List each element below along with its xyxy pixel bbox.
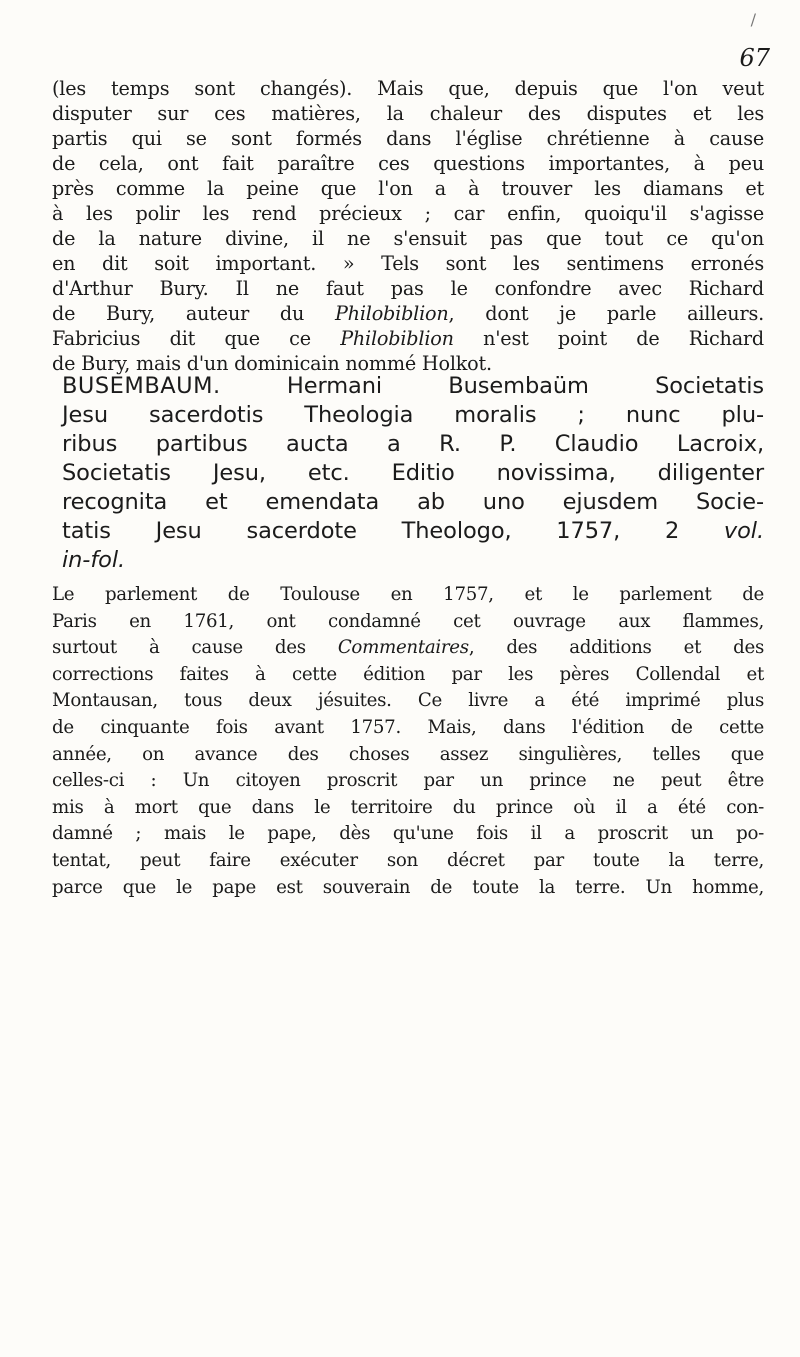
text-line: celles-ci : Un citoyen proscrit par un prince ne peut être [52,770,764,792]
text-line: Jesu sacerdotis Theologia moralis ; nunc plu- [62,402,764,428]
emphasized-term: Commentaires [337,637,469,659]
text-line: de cinquante fois avant 1757. Mais, dans l'édition de cette [52,716,764,738]
text-line: de la nature divine, il ne s'ensuit pas que tout ce qu'on [52,227,764,250]
volume-abbrev: vol. [723,518,764,544]
text-line: mis à mort que dans le territoire du prince où il a été con- [52,796,764,818]
text-line: de cela, ont fait paraître ces questions importantes, à peu [52,152,764,175]
text-line: corrections faites à cette édition par les pères Collendal et [52,663,764,685]
corner-mark: / [750,10,756,29]
text-line: parce que le pape est souverain de toute la terre. Un homme, [52,876,764,898]
text-line: Le parlement de Toulouse en 1757, et le parlement de [52,584,764,605]
emphasized-term: BUSEMBAUM. [62,373,221,399]
text-line: près comme la peine que l'on a à trouver les diamans et [52,177,764,200]
emphasized-term: Philobiblion [334,302,449,325]
text-line: d'Arthur Bury. Il ne faut pas le confondre avec Richard [52,277,764,300]
text-line: Paris en 1761, ont condamné cet ouvrage aux flammes, [52,610,764,632]
text-line: ribus partibus aucta a R. P. Claudio Lacroix, [62,431,764,457]
paragraph-arthur-bury [52,76,764,376]
bibliographic-entry-busembaum [62,372,764,575]
entry-heading-line: BUSEMBAUM. Hermani Busembaüm Societatis [62,373,764,399]
text-line: damné ; mais le pape, dès qu'une fois il a proscrit un po- [52,823,764,845]
text-line: de Bury, mais d'un dominicain nommé Holkot. [52,352,492,375]
text-line: de Bury, auteur du Philobiblion, dont je parle ailleurs. [52,302,764,325]
text-line: surtout à cause des Commentaires, des additions et des [52,637,764,659]
text-line: Montausan, tous deux jésuites. Ce livre a été imprimé plus [52,690,764,712]
text-line: (les temps sont changés). Mais que, depuis que l'on veut [52,77,764,100]
text-line: en dit soit important. » Tels sont les sentimens erronés [52,252,764,275]
text-line: année, on avance des choses assez singulières, telles que [52,743,764,765]
text-line: disputer sur ces matières, la chaleur des disputes et les [52,102,764,125]
text-line: recognita et emendata ab uno ejusdem Socie- [62,489,764,515]
text-line: Fabricius dit que ce Philobiblion n'est point de Richard [52,327,764,350]
text-line: tentat, peut faire exécuter son décret par toute la terre, [52,849,764,871]
text-line: à les polir les rend précieux ; car enfin, quoiqu'il s'agisse [52,202,764,225]
paragraph-condemnation [52,582,764,901]
format-line: in-fol. [62,547,126,573]
text-line: Societatis Jesu, etc. Editio novissima, diligenter [62,460,764,486]
text-line: tatis Jesu sacerdote Theologo, 1757, 2 vol. [62,518,764,544]
text-line: partis qui se sont formés dans l'église chrétienne à cause [52,127,764,150]
page-number: 67 [739,44,770,72]
emphasized-term: Philobiblion [340,327,454,350]
